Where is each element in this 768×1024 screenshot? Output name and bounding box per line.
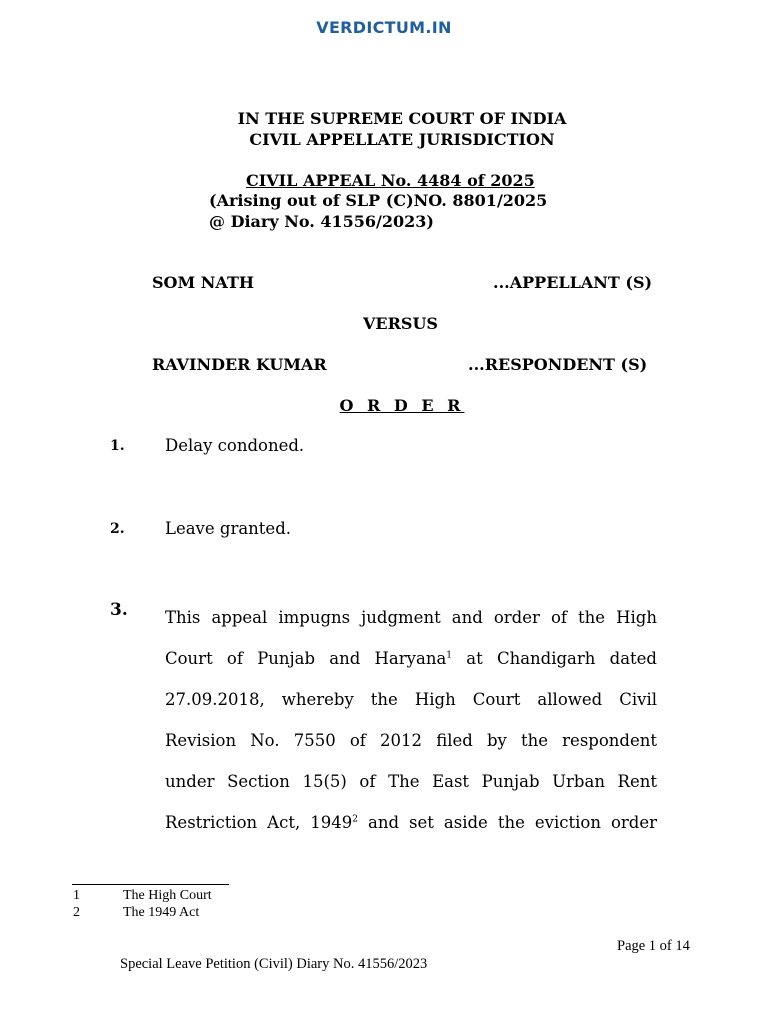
- para-line: This appeal impugns judgment and order of the High: [165, 608, 657, 627]
- respondent-role: ...RESPONDENT (S): [468, 355, 648, 374]
- order-heading: O R D E R: [339, 396, 465, 415]
- footer-case-ref: Special Leave Petition (Civil) Diary No. 41556/2023: [120, 956, 428, 972]
- appellant-role: ...APPELLANT (S): [493, 273, 653, 292]
- appellant-name: SOM NATH: [152, 273, 254, 292]
- para-number: 1.: [110, 438, 125, 454]
- footnote-marker: 1: [73, 888, 80, 903]
- para-line-part: Court of Punjab and Haryana: [165, 649, 447, 668]
- para-line-part: at Chandigarh dated: [466, 649, 657, 668]
- appeal-number: CIVIL APPEAL No. 4484 of 2025: [246, 171, 535, 190]
- para-line: 27.09.2018, whereby the High Court allowed Civil: [165, 690, 657, 709]
- para-line: [165, 802, 657, 843]
- para-line: under Section 15(5) of The East Punjab Urban Rent: [165, 772, 657, 791]
- para-body: [165, 597, 657, 843]
- para-line-part: and set aside the eviction order: [367, 813, 657, 832]
- para-text: Leave granted.: [165, 519, 292, 538]
- page-number: Page 1 of 14: [617, 938, 690, 954]
- footnote-ref[interactable]: 2: [352, 814, 358, 825]
- para-line-part: Restriction Act, 1949: [165, 813, 353, 832]
- para-line: Revision No. 7550 of 2012 filed by the respondent: [165, 731, 657, 750]
- footnote-text: The 1949 Act: [123, 905, 200, 920]
- footnote-text: The High Court: [123, 888, 212, 903]
- jurisdiction: CIVIL APPELLATE JURISDICTION: [249, 130, 555, 149]
- para-line: [165, 638, 657, 679]
- diary-number: @ Diary No. 41556/2023): [209, 212, 434, 231]
- footnote-marker: 2: [73, 905, 80, 920]
- para-number: 3.: [110, 600, 128, 620]
- watermark-text: VERDICTUM.IN: [316, 18, 452, 37]
- footnote-ref[interactable]: 1: [446, 650, 453, 661]
- para-text: Delay condoned.: [165, 436, 305, 455]
- para-number: 2.: [110, 521, 125, 537]
- footnote-divider: [72, 884, 229, 885]
- arising-from: (Arising out of SLP (C)NO. 8801/2025: [209, 191, 548, 210]
- versus-label: VERSUS: [363, 314, 438, 333]
- court-name: IN THE SUPREME COURT OF INDIA: [237, 109, 567, 128]
- respondent-name: RAVINDER KUMAR: [152, 355, 327, 374]
